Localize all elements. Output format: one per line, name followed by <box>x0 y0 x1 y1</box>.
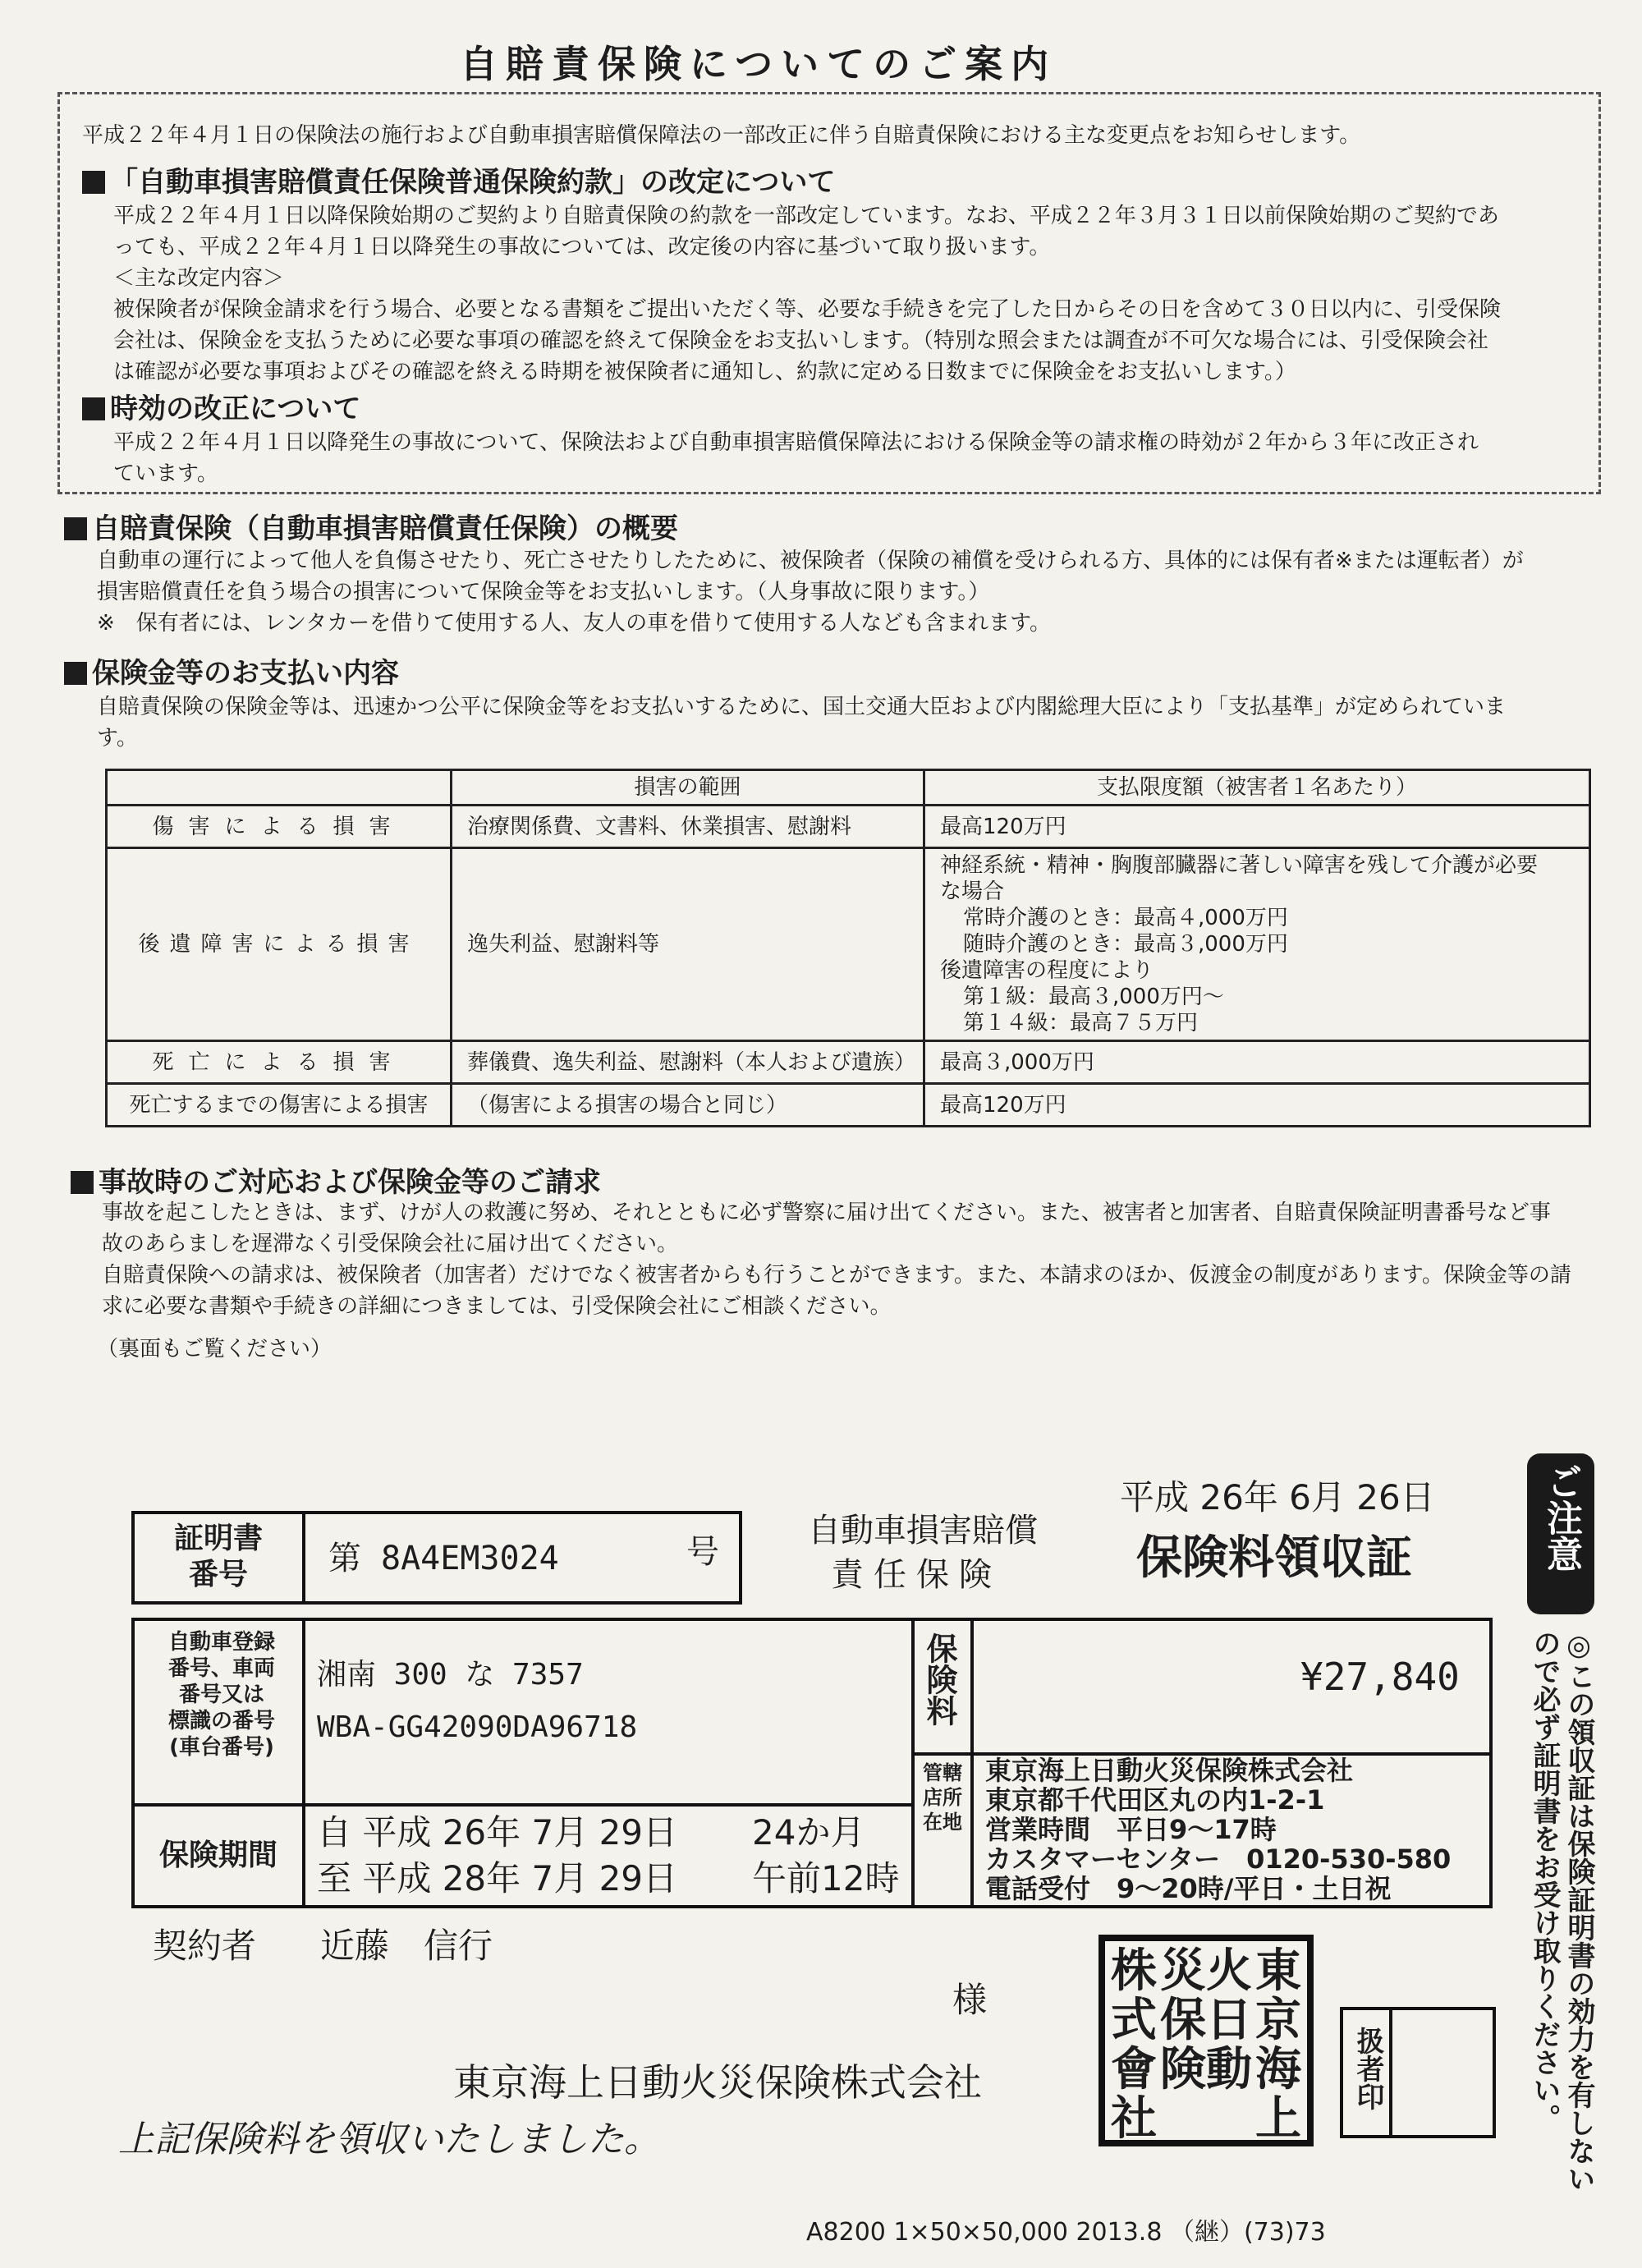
period-label: 保険期間 <box>158 1839 277 1872</box>
text-line: す。 <box>97 726 138 751</box>
table-header: 損害の範囲 <box>452 770 924 806</box>
issue-date: 平成 26年 6月 26日 <box>1120 1477 1435 1517</box>
text-line: 損害賠償責任を負う場合の損害について保険金等をお支払いします。（人身事故に限ります。） <box>97 580 990 604</box>
section2-body <box>113 427 1479 489</box>
limit-line: 神経系統・精神・胸腹部臓器に著しい障害を残して介護が必要 <box>940 853 1539 878</box>
overview-heading-text: 自賠責保険（自動車損害賠償責任保険）の概要 <box>92 512 678 545</box>
text-line: ています。 <box>113 461 218 486</box>
text-line: 事故を起こしたときは、まず、けが人の救護に努め、それとともに必ず警察に届け出てください。また、被害者と加害者、自賠責保険証明書番号など事 <box>102 1201 1551 1225</box>
damage-scope: 葬儀費、逸失利益、慰謝料（本人および遺族） <box>452 1041 924 1084</box>
office-line: 営業時間 平日9～17時 <box>985 1814 1277 1845</box>
page-title: 自賠責保険についてのご案内 <box>460 42 1057 86</box>
office-line: カスタマーセンター 0120-530-580 <box>985 1843 1452 1875</box>
license-plate: 湘南 300 な 7357 <box>317 1658 584 1692</box>
text-line: 平成２２年４月１日以降発生の事故について、保険法および自動車損害賠償保障法における保険金等の請求権の時効が２年から３年に改正され <box>113 430 1479 455</box>
seal-column: 日 動 <box>1206 1993 1252 2096</box>
table-header <box>107 770 452 806</box>
table-header-row <box>107 770 1590 806</box>
office-info <box>985 1756 1451 1903</box>
payment-limit: 最高120万円 <box>924 806 1590 848</box>
notice-intro: 平成２２年４月１日の保険法の施行および自動車損害賠償保障法の一部改正に伴う自賠責保険における主な変更点をお知らせします。 <box>82 123 1361 148</box>
payment-heading <box>64 655 399 691</box>
received-statement: 上記保険料を領収いたしました。 <box>118 2119 660 2160</box>
table-header: 支払限度額（被害者１名あたり） <box>924 770 1590 806</box>
seal-column: 火 <box>1206 1944 1252 1998</box>
limit-line: 第１級：最高３,000万円～ <box>963 985 1224 1009</box>
divider <box>970 1621 974 1905</box>
cert-suffix: 号 <box>686 1533 719 1571</box>
square-bullet-icon <box>64 662 87 685</box>
table-row <box>107 1041 1590 1084</box>
section2-heading <box>82 391 360 427</box>
square-bullet-icon <box>82 397 105 420</box>
damage-scope: （傷害による損害の場合と同じ） <box>452 1084 924 1127</box>
period-months: 24か月 <box>752 1812 865 1853</box>
divider <box>302 1621 305 1905</box>
damage-category: 後遺障害による損害 <box>107 848 452 1041</box>
limit-line: 随時介護のとき：最高３,000万円 <box>963 932 1288 957</box>
insurance-type-line1: 自動車損害賠償 <box>808 1512 1038 1549</box>
caution-tab <box>1527 1453 1594 1614</box>
payment-body <box>97 691 1506 754</box>
overview-body <box>97 545 1524 639</box>
premium-amount: ¥27,840 <box>1300 1655 1460 1699</box>
limit-line: な場合 <box>940 879 1005 904</box>
handler-label: 扱者印 <box>1351 2027 1384 2110</box>
square-bullet-icon <box>82 171 105 194</box>
contractor-name: 近藤 信行 <box>320 1926 493 1966</box>
divider <box>1389 2010 1392 2135</box>
contractor-label: 契約者 <box>153 1926 257 1966</box>
seal-column: 東 京 海 上 <box>1255 1944 1301 2146</box>
square-bullet-icon <box>71 1171 94 1194</box>
table-row <box>107 1084 1590 1127</box>
payment-limit: 最高３,000万円 <box>924 1041 1590 1084</box>
overview-heading <box>64 511 678 547</box>
receipt-grid <box>131 1618 1493 1908</box>
claim-heading <box>71 1164 601 1201</box>
table-row <box>107 806 1590 848</box>
period-time: 午前12時 <box>752 1858 900 1898</box>
claim-heading-text: 事故時のご対応および保険金等のご請求 <box>99 1166 601 1199</box>
receipt-title: 保険料領収証 <box>1136 1531 1412 1585</box>
damage-category: 傷害による損害 <box>107 806 452 848</box>
period-to: 至 平成 28年 7月 29日 <box>317 1858 678 1898</box>
text-line: ＜主な改定内容＞ <box>113 266 285 291</box>
cert-number-box <box>131 1511 742 1605</box>
text-line: 被保険者が保険金請求を行う場合、必要となる書類をご提出いただく等、必要な手続きを完了した日からその日を含めて３０日以内に、引受保険 <box>113 297 1502 322</box>
premium-label: 保険料 <box>921 1632 957 1726</box>
divider <box>911 1621 915 1905</box>
back-note: （裏面もご覧ください） <box>97 1337 333 1361</box>
seal-column: 株 式 會 社 <box>1111 1944 1157 2146</box>
payment-limit: 最高120万円 <box>924 1084 1590 1127</box>
text-line: 求に必要な書類や手続きの詳細につきましては、引受保険会社にご相談ください。 <box>102 1294 892 1319</box>
payment-table <box>105 769 1591 1127</box>
text-line: 自動車の運行によって他人を負傷させたり、死亡させたりしたために、被保険者（保険の補償を受けられる方、具体的には保有者※または運転者）が <box>97 549 1524 573</box>
office-line: 東京海上日動火災保険株式会社 <box>985 1755 1354 1786</box>
company-seal <box>1098 1935 1314 2146</box>
section1-heading <box>82 164 835 200</box>
payment-heading-text: 保険金等のお支払い内容 <box>92 657 399 690</box>
damage-scope: 逸失利益、慰謝料等 <box>452 848 924 1041</box>
damage-category: 死亡するまでの傷害による損害 <box>107 1084 452 1127</box>
section1-heading-text: 「自動車損害賠償責任保険普通保険約款」の改定について <box>110 166 836 199</box>
issuer-company: 東京海上日動火災保険株式会社 <box>453 2060 982 2105</box>
office-line: 電話受付 9～20時/平日・土日祝 <box>985 1873 1392 1904</box>
text-line: 会社は、保険金を支払うために必要な事項の確認を終えて保険金をお支払いします。（特別な照会または調査が不可欠な場合には、引受保険会社 <box>113 328 1488 353</box>
cert-label: 証明書 番号 <box>173 1522 263 1591</box>
form-code: A8200 1×50×50,000 2013.8 （継）(73)73 <box>806 2218 1326 2247</box>
honorific: 様 <box>952 1980 988 2020</box>
limit-line: 後遺障害の程度により <box>940 958 1154 983</box>
text-line: 故のあらましを遅滞なく引受保険会社に届け出てください。 <box>102 1232 679 1256</box>
text-line: 自賠責保険の保険金等は、迅速かつ公平に保険金等をお支払いするために、国土交通大臣および内閣総理大臣により「支払基準」が定められていま <box>97 695 1507 719</box>
period-from: 自 平成 26年 7月 29日 <box>317 1812 678 1853</box>
handler-seal-box <box>1340 2007 1496 2138</box>
limit-line: 第１４級：最高７５万円 <box>963 1011 1199 1035</box>
payment-limit <box>924 848 1590 1041</box>
seal-column: 災 保 険 <box>1160 1944 1206 2096</box>
section1-body <box>113 200 1501 388</box>
cert-prefix: 第 <box>328 1540 361 1577</box>
square-bullet-icon <box>64 517 87 540</box>
insurance-type-line2: 責任保険 <box>831 1556 1002 1594</box>
office-line: 東京都千代田区丸の内1-2-1 <box>985 1784 1325 1816</box>
damage-scope: 治療関係費、文書料、休業損害、慰謝料 <box>452 806 924 848</box>
vehicle-label: 自動車登録 番号、車両 番号又は 標識の番号 (車台番号) <box>167 1630 275 1760</box>
divider <box>302 1514 305 1601</box>
caution-tab-text: ご注意 <box>1540 1463 1582 1572</box>
text-line: 平成２２年４月１日以降保険始期のご契約より自賠責保険の約款を一部改定しています。なお、平成２２年３月３１日以前保険始期のご契約であ <box>113 204 1499 228</box>
vehicle-id-number: WBA-GG42090DA96718 <box>317 1710 638 1744</box>
text-line: 自賠責保険への請求は、被保険者（加害者）だけでなく被害者からも行うことができます。また、本請求のほか、仮渡金の制度があります。保険金等の請 <box>102 1263 1571 1288</box>
divider <box>135 1803 915 1807</box>
text-line: っても、平成２２年４月１日以降発生の事故については、改定後の内容に基づいて取り扱います。 <box>113 235 1051 259</box>
footnote: ※ 保有者には、レンタカーを借りて使用する人、友人の車を借りて使用する人なども含まれます。 <box>97 611 1052 636</box>
claim-body <box>102 1197 1571 1322</box>
limit-line: 常時介護のとき：最高４,000万円 <box>963 906 1288 930</box>
table-row <box>107 848 1590 1041</box>
cert-number: 8A4EM3024 <box>381 1540 559 1577</box>
text-line: は確認が必要な事項およびその確認を終える時期を被保険者に通知し、約款に定める日数までに保険金をお支払いします。） <box>113 360 1296 384</box>
section2-heading-text: 時効の改正について <box>110 393 361 425</box>
caution-text: ◎この領収証は保険証明書の効力を有しないので必ず証明書をお受け取りください。 <box>1528 1629 1595 2192</box>
office-label: 管轄店所在地 <box>923 1761 962 1834</box>
damage-category: 死亡による損害 <box>107 1041 452 1084</box>
